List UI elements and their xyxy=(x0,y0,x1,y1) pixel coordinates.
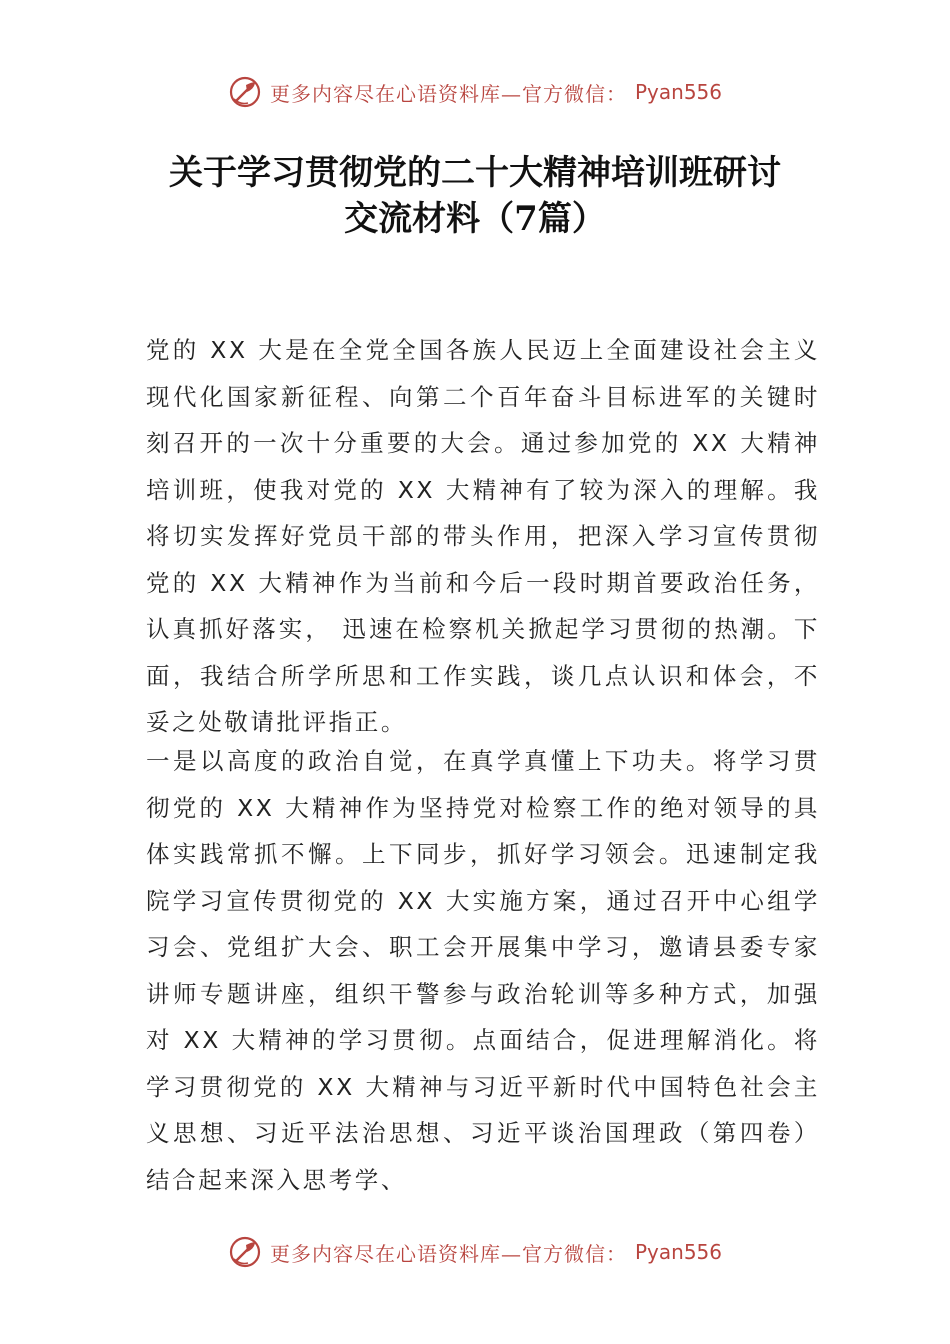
title-line-2: 交流材料（7篇） xyxy=(344,199,606,239)
watermark-text: 更多内容尽在心语资料库—官方微信： xyxy=(269,81,627,106)
header-watermark xyxy=(0,70,950,114)
watermark-text: 更多内容尽在心语资料库—官方微信： xyxy=(269,1241,627,1266)
quill-pen-circle-logo xyxy=(228,75,262,109)
footer-watermark xyxy=(0,1230,950,1274)
paragraph-intro: 党的 XX 大是在全党全国各族人民迈上全面建设社会主义现代化国家新征程、向第二个百年奋斗目标进军的关键时刻召开的一次十分重要的大会。通过参加党的 XX 大精神培训班，使我对党的 XX 大精神有了较为深入的理解。我将切实发挥好党员干部的带头作用，把深入学习宣传贯彻党的 XX 大精神作为当前和今后一段时期首要政治任务，认真抓好落实， 迅速在检察机关掀起学习贯彻的热潮。下面，我结合所学所思和工作实践，谈几点认识和体会，不妥之处敬请批评指正。 xyxy=(146,336,820,736)
paragraph-point-one: 一是以高度的政治自觉，在真学真懂上下功夫。将学习贯彻党的 XX 大精神作为坚持党对检察工作的绝对领导的具体实践常抓不懈。上下同步，抓好学习领会。迅速制定我院学习宣传贯彻党的 XX 大实施方案，通过召开中心组学习会、党组扩大会、职工会开展集中学习，邀请县委专家讲师专题讲座，组织干警参与政治轮训等多种方式，加强对 XX 大精神的学习贯彻。点面结合，促进理解消化。将学习贯彻党的 XX 大精神与习近平新时代中国特色社会主义思想、习近平法治思想、习近平谈治国理政（第四卷）结合起来深入思考学、 xyxy=(146,747,820,1194)
watermark-wechat-id: Pyan556 xyxy=(634,1240,722,1264)
quill-pen-circle-logo xyxy=(228,1235,262,1269)
title-line-1: 关于学习贯彻党的二十大精神培训班研讨 xyxy=(169,153,781,193)
watermark-wechat-id: Pyan556 xyxy=(634,80,722,104)
document-title xyxy=(0,150,950,242)
